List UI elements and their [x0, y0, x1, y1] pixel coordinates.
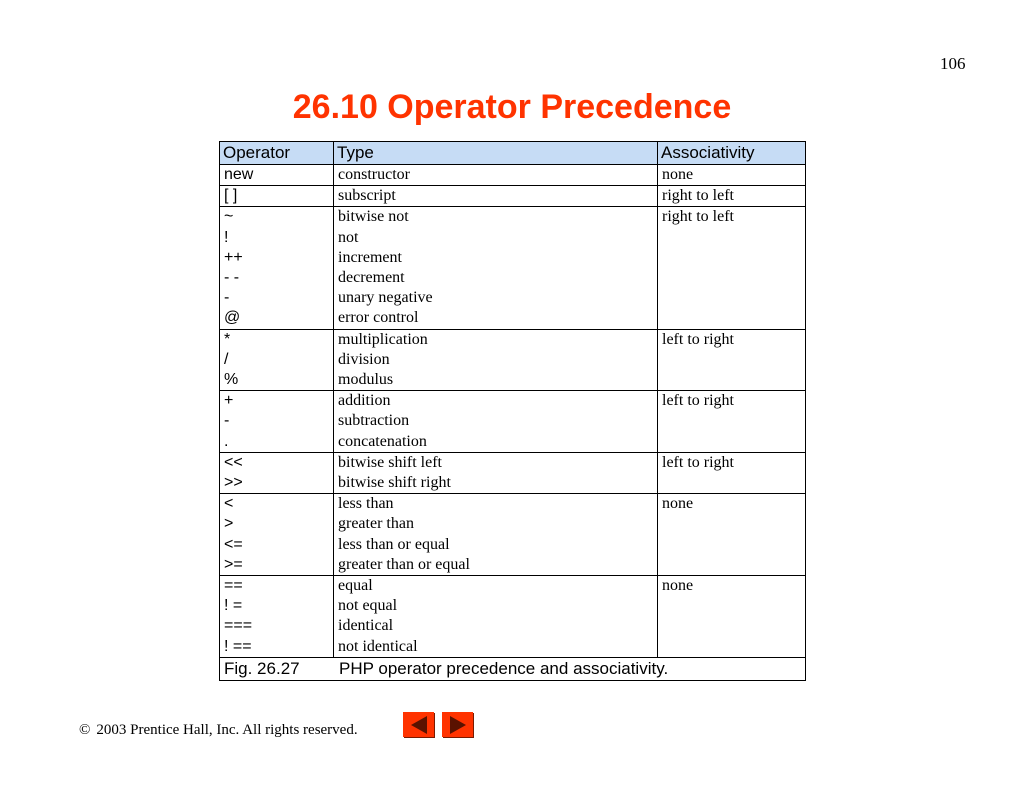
operator-symbol: -	[224, 289, 230, 307]
operator-symbol: [ ]	[224, 187, 238, 205]
next-slide-button[interactable]	[442, 712, 473, 737]
operator-type: not	[338, 228, 359, 246]
operator-type: constructor	[338, 166, 410, 183]
operator-symbol: new	[224, 166, 254, 183]
operator-type: bitwise shift right	[338, 474, 451, 492]
operator-precedence-table	[219, 141, 806, 681]
table-row	[220, 186, 806, 207]
operator-type: less than or equal	[338, 535, 450, 553]
header-type: Type	[334, 142, 658, 165]
associativity-cell: none	[658, 576, 806, 658]
operator-type: modulus	[338, 371, 394, 389]
associativity-cell: right to left	[658, 186, 806, 207]
operator-type: addition	[338, 392, 391, 410]
operator-type: unary negative	[338, 289, 433, 307]
type-cell	[334, 165, 658, 186]
operator-type: less than	[338, 495, 394, 513]
table-row	[220, 494, 806, 576]
header-associativity: Associativity	[658, 142, 806, 165]
operator-symbol: .	[224, 432, 229, 450]
type-cell	[334, 186, 658, 207]
operator-symbol: ++	[224, 248, 243, 266]
operator-symbol: /	[224, 350, 229, 368]
type-cell	[334, 452, 658, 493]
operator-type: concatenation	[338, 432, 427, 450]
operator-cell	[220, 391, 334, 453]
operator-cell	[220, 186, 334, 207]
operator-symbol: <<	[224, 453, 243, 471]
previous-slide-button[interactable]	[403, 712, 434, 737]
type-cell	[334, 494, 658, 576]
associativity-cell: left to right	[658, 329, 806, 391]
figure-label: Fig. 26.27	[224, 658, 300, 678]
operator-cell	[220, 576, 334, 658]
operator-symbol: %	[224, 371, 239, 389]
caption-row	[220, 657, 806, 680]
table-body	[220, 165, 806, 658]
operator-symbol: ==	[224, 577, 243, 595]
operator-cell	[220, 494, 334, 576]
operator-symbol: >>	[224, 474, 243, 492]
next-slide-icon	[450, 716, 466, 734]
copyright-text: 2003 Prentice Hall, Inc. All rights reserved.	[96, 722, 358, 738]
operator-type: identical	[338, 617, 394, 635]
type-cell	[334, 329, 658, 391]
operator-symbol: @	[224, 309, 241, 327]
table-row	[220, 452, 806, 493]
operator-cell	[220, 452, 334, 493]
table-row	[220, 576, 806, 658]
table-row	[220, 165, 806, 186]
operator-symbol: ! ==	[224, 637, 252, 655]
type-cell	[334, 576, 658, 658]
associativity-cell: none	[658, 165, 806, 186]
operator-cell	[220, 165, 334, 186]
type-cell	[334, 207, 658, 329]
operator-type: error control	[338, 309, 419, 327]
operator-type: subtraction	[338, 412, 410, 430]
figure-caption-text: PHP operator precedence and associativity.	[339, 658, 669, 678]
copyright	[79, 722, 358, 739]
operator-cell	[220, 207, 334, 329]
operator-type: decrement	[338, 269, 405, 287]
operator-type: bitwise not	[338, 208, 409, 226]
operator-symbol: ! =	[224, 597, 243, 615]
table-row	[220, 207, 806, 329]
operator-symbol: >	[224, 515, 234, 533]
page-number: 106	[940, 54, 966, 73]
operator-type: greater than or equal	[338, 555, 470, 573]
operator-symbol: ~	[224, 208, 234, 226]
operator-type: division	[338, 350, 390, 368]
operator-type: equal	[338, 577, 373, 595]
slide-title: 26.10 Operator Precedence	[292, 88, 732, 126]
table-row	[220, 391, 806, 453]
operator-symbol: <=	[224, 535, 243, 553]
associativity-cell: none	[658, 494, 806, 576]
associativity-cell: left to right	[658, 391, 806, 453]
operator-symbol: <	[224, 495, 234, 513]
operator-symbol: >=	[224, 555, 243, 573]
operator-symbol: *	[224, 330, 231, 348]
associativity-cell: left to right	[658, 452, 806, 493]
table-header-row	[220, 142, 806, 165]
operator-type: increment	[338, 248, 402, 266]
operator-symbol: ===	[224, 617, 253, 635]
associativity-cell: right to left	[658, 207, 806, 329]
operator-cell	[220, 329, 334, 391]
copyright-symbol: ©	[79, 722, 91, 738]
operator-type: bitwise shift left	[338, 453, 442, 471]
operator-type: greater than	[338, 515, 414, 533]
operator-symbol: +	[224, 392, 234, 410]
operator-symbol: -	[224, 412, 230, 430]
type-cell	[334, 391, 658, 453]
operator-type: subscript	[338, 187, 396, 205]
table-row	[220, 329, 806, 391]
operator-type: not equal	[338, 597, 398, 615]
figure-caption	[220, 657, 806, 680]
header-operator: Operator	[220, 142, 334, 165]
operator-type: multiplication	[338, 330, 428, 348]
operator-type: not identical	[338, 637, 418, 655]
operator-symbol: - -	[224, 269, 240, 287]
operator-symbol: !	[224, 228, 229, 246]
previous-slide-icon	[411, 716, 427, 734]
